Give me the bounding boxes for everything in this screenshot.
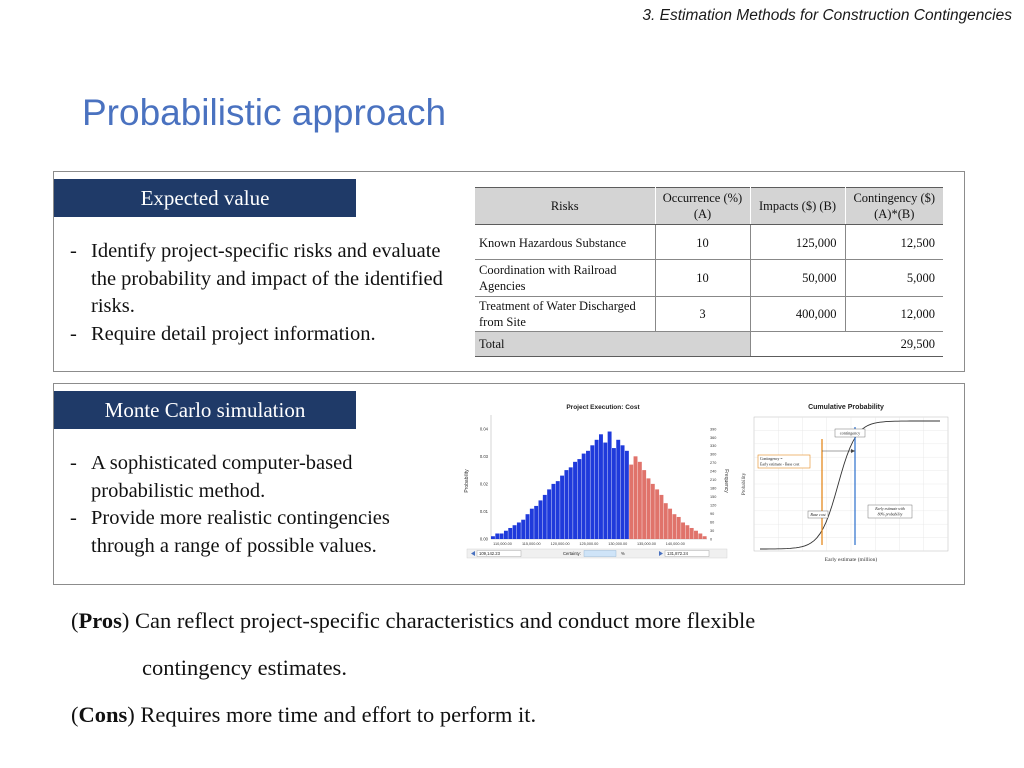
y2-tick-label: 300: [710, 452, 717, 457]
y2-tick-label: 330: [710, 444, 717, 449]
histogram-bar: [677, 517, 681, 539]
histogram-bar: [530, 509, 534, 539]
histogram-bar: [521, 520, 525, 539]
histogram-bar: [668, 509, 672, 539]
x-tick-labels: [493, 542, 685, 546]
histogram-bar: [655, 489, 659, 539]
table-row: [475, 260, 943, 297]
base-cost-text: Base cost: [810, 512, 826, 517]
right-value: 131,872.24: [667, 551, 688, 557]
table-header-row: [475, 188, 943, 225]
cumulative-curve: [760, 421, 940, 549]
estimate-text-1: Early estimate with: [875, 507, 905, 511]
histogram-bar: [577, 459, 581, 539]
y2-axis-label: Frequency: [723, 469, 729, 493]
formula-text-1: Contingency =: [760, 457, 783, 461]
total-label: Total: [475, 332, 750, 357]
histogram-bar: [681, 522, 685, 539]
header-occurrence: Occurrence (%) (A): [655, 188, 750, 225]
histogram-bar: [647, 478, 651, 539]
x-axis-label: Early estimate (million): [824, 557, 878, 563]
histogram-bar: [621, 445, 625, 539]
risk-table: [475, 187, 943, 357]
bullet-item: - Identify project-specific risks and evaluate the probability and impact of the identified risks.: [70, 240, 443, 317]
histogram-bar: [534, 506, 538, 539]
cumulative-probability-chart: [740, 399, 952, 563]
x-tick-label: 140,000.00: [665, 542, 685, 546]
histogram-bar: [694, 531, 698, 539]
histogram-bar: [638, 462, 642, 539]
percent-sign: %: [621, 551, 625, 557]
histogram-bar: [629, 465, 633, 539]
cons-label: Cons: [78, 702, 128, 727]
cons-text: Requires more time and effort to perform it.: [140, 702, 537, 727]
histogram-bar: [564, 470, 568, 539]
x-tick-label: 115,000.00: [521, 542, 541, 546]
impact-cell: 50,000: [750, 260, 845, 297]
histogram-bar: [690, 528, 694, 539]
estimate-text-2: 80% probability: [877, 512, 903, 517]
y-tick-label: 0.01: [479, 508, 488, 514]
y-tick-label: 0.04: [479, 426, 488, 432]
histogram-bar: [599, 434, 603, 539]
impact-cell: 125,000: [750, 225, 845, 260]
y-axis-label: Probability: [464, 469, 470, 493]
chart-title: Cumulative Probability: [808, 404, 884, 411]
histogram-bar: [508, 528, 512, 539]
table-row: [475, 297, 943, 332]
histogram-bar: [495, 533, 499, 539]
histogram-bar: [672, 514, 676, 539]
occurrence-cell: 10: [655, 225, 750, 260]
occurrence-cell: 3: [655, 297, 750, 332]
bullet-item: - Require detail project information.: [70, 322, 376, 345]
pros-text: Can reflect project-specific characteristics and conduct more flexible: [134, 608, 756, 633]
y2-tick-label: 0: [710, 537, 713, 542]
expected-value-panel: [53, 171, 965, 372]
certainty-bar: [467, 549, 727, 558]
histogram-bar: [659, 495, 663, 539]
y2-tick-label: 390: [710, 427, 717, 432]
histogram-bar: [539, 500, 543, 539]
histogram-bar: [573, 462, 577, 539]
monte-carlo-bullets: [70, 450, 450, 560]
contingency-cell: 5,000: [845, 260, 943, 297]
y2-tick-label: 30: [710, 529, 715, 534]
histogram-bar: [685, 525, 689, 539]
certainty-label: Certainty:: [563, 551, 581, 557]
histogram-bar: [595, 440, 599, 539]
header-risks: Risks: [475, 188, 655, 225]
page-title: Probabilistic approach: [82, 92, 447, 133]
pros-line: (Pros) Can reflect project-specific characteristics and conduct more flexible: [71, 608, 756, 633]
header-contingency: Contingency ($) (A)*(B): [845, 188, 943, 225]
bullet-item: - Provide more realistic contingencies through a range of possible values.: [70, 507, 390, 557]
histogram-bar: [651, 484, 655, 539]
y2-tick-label: 210: [710, 478, 717, 483]
monte-carlo-panel: [53, 383, 965, 585]
y-tick-labels: [480, 426, 489, 541]
total-value: 29,500: [750, 332, 943, 357]
y-axis-label: Probability: [742, 472, 747, 496]
y2-tick-label: 60: [710, 520, 715, 525]
histogram-bar: [664, 503, 668, 539]
risk-name: Treatment of Water Discharged from Site: [475, 297, 655, 332]
histogram-bar: [526, 514, 530, 539]
cost-histogram-chart: [463, 399, 731, 559]
histogram-bar: [698, 533, 702, 539]
histogram-bar: [634, 456, 638, 539]
expected-value-tag: Expected value: [54, 179, 356, 217]
x-tick-label: 135,000.00: [637, 542, 657, 546]
histogram-bar: [608, 432, 612, 539]
y2-tick-label: 180: [710, 486, 717, 491]
pros-line-continued: contingency estimates.: [142, 655, 347, 680]
pros-label: Pros: [78, 608, 122, 633]
left-value: 109,142.23: [479, 551, 500, 557]
x-tick-label: 120,000.00: [550, 542, 570, 546]
histogram-bar: [504, 531, 508, 539]
y2-tick-label: 270: [710, 461, 717, 466]
expected-value-bullets: [70, 238, 450, 348]
x-tick-label: 125,000.00: [579, 542, 599, 546]
contingency-cell: 12,500: [845, 225, 943, 260]
histogram-bar: [642, 470, 646, 539]
y2-tick-label: 150: [710, 495, 717, 500]
histogram-bar: [513, 525, 517, 539]
histogram-bar: [616, 440, 620, 539]
histogram-bar: [517, 522, 521, 539]
occurrence-cell: 10: [655, 260, 750, 297]
histogram-bar: [551, 484, 555, 539]
histogram-bar: [625, 451, 629, 539]
y-tick-label: 0.00: [479, 536, 488, 542]
bullet-item: - A sophisticated computer-based probabilistic method.: [70, 452, 353, 502]
histogram-bar: [586, 451, 590, 539]
histogram-bar: [500, 533, 504, 539]
histogram-bar: [603, 443, 607, 539]
impact-cell: 400,000: [750, 297, 845, 332]
histogram-bar: [547, 489, 551, 539]
y2-tick-labels: [710, 427, 716, 541]
histogram-bars: [491, 432, 707, 539]
contingency-cell: 12,000: [845, 297, 943, 332]
histogram-bar: [590, 445, 594, 539]
table-total-row: [475, 332, 943, 357]
histogram-bar: [556, 481, 560, 539]
histogram-bar: [582, 454, 586, 539]
y-tick-label: 0.02: [479, 481, 488, 487]
header-note: 3. Estimation Methods for Construction Contingencies: [642, 7, 1012, 24]
histogram-bar: [560, 476, 564, 539]
y-tick-label: 0.03: [479, 453, 488, 459]
histogram-bar: [543, 495, 547, 539]
histogram-bar: [569, 467, 573, 539]
header-impacts: Impacts ($) (B): [750, 188, 845, 225]
certainty-field[interactable]: [584, 551, 616, 557]
histogram-bar: [491, 536, 495, 539]
monte-carlo-tag: Monte Carlo simulation: [54, 391, 356, 429]
y2-tick-label: 240: [710, 469, 717, 474]
formula-text-2: Early estimate - Base cost: [760, 462, 800, 467]
risk-name: Coordination with Railroad Agencies: [475, 260, 655, 297]
histogram-bar: [612, 448, 616, 539]
histogram-bar: [703, 536, 707, 539]
cons-line: (Cons) Requires more time and effort to perform it.: [71, 702, 537, 727]
chart-title: Project Execution: Cost: [566, 404, 640, 411]
y2-tick-label: 360: [710, 435, 717, 440]
y2-tick-label: 90: [710, 512, 715, 517]
y2-tick-label: 120: [710, 503, 717, 508]
contingency-callout-text: contingency: [839, 430, 861, 436]
risk-name: Known Hazardous Substance: [475, 225, 655, 260]
table-row: [475, 225, 943, 260]
x-tick-label: 130,000.00: [608, 542, 628, 546]
x-tick-label: 110,000.00: [493, 542, 512, 546]
